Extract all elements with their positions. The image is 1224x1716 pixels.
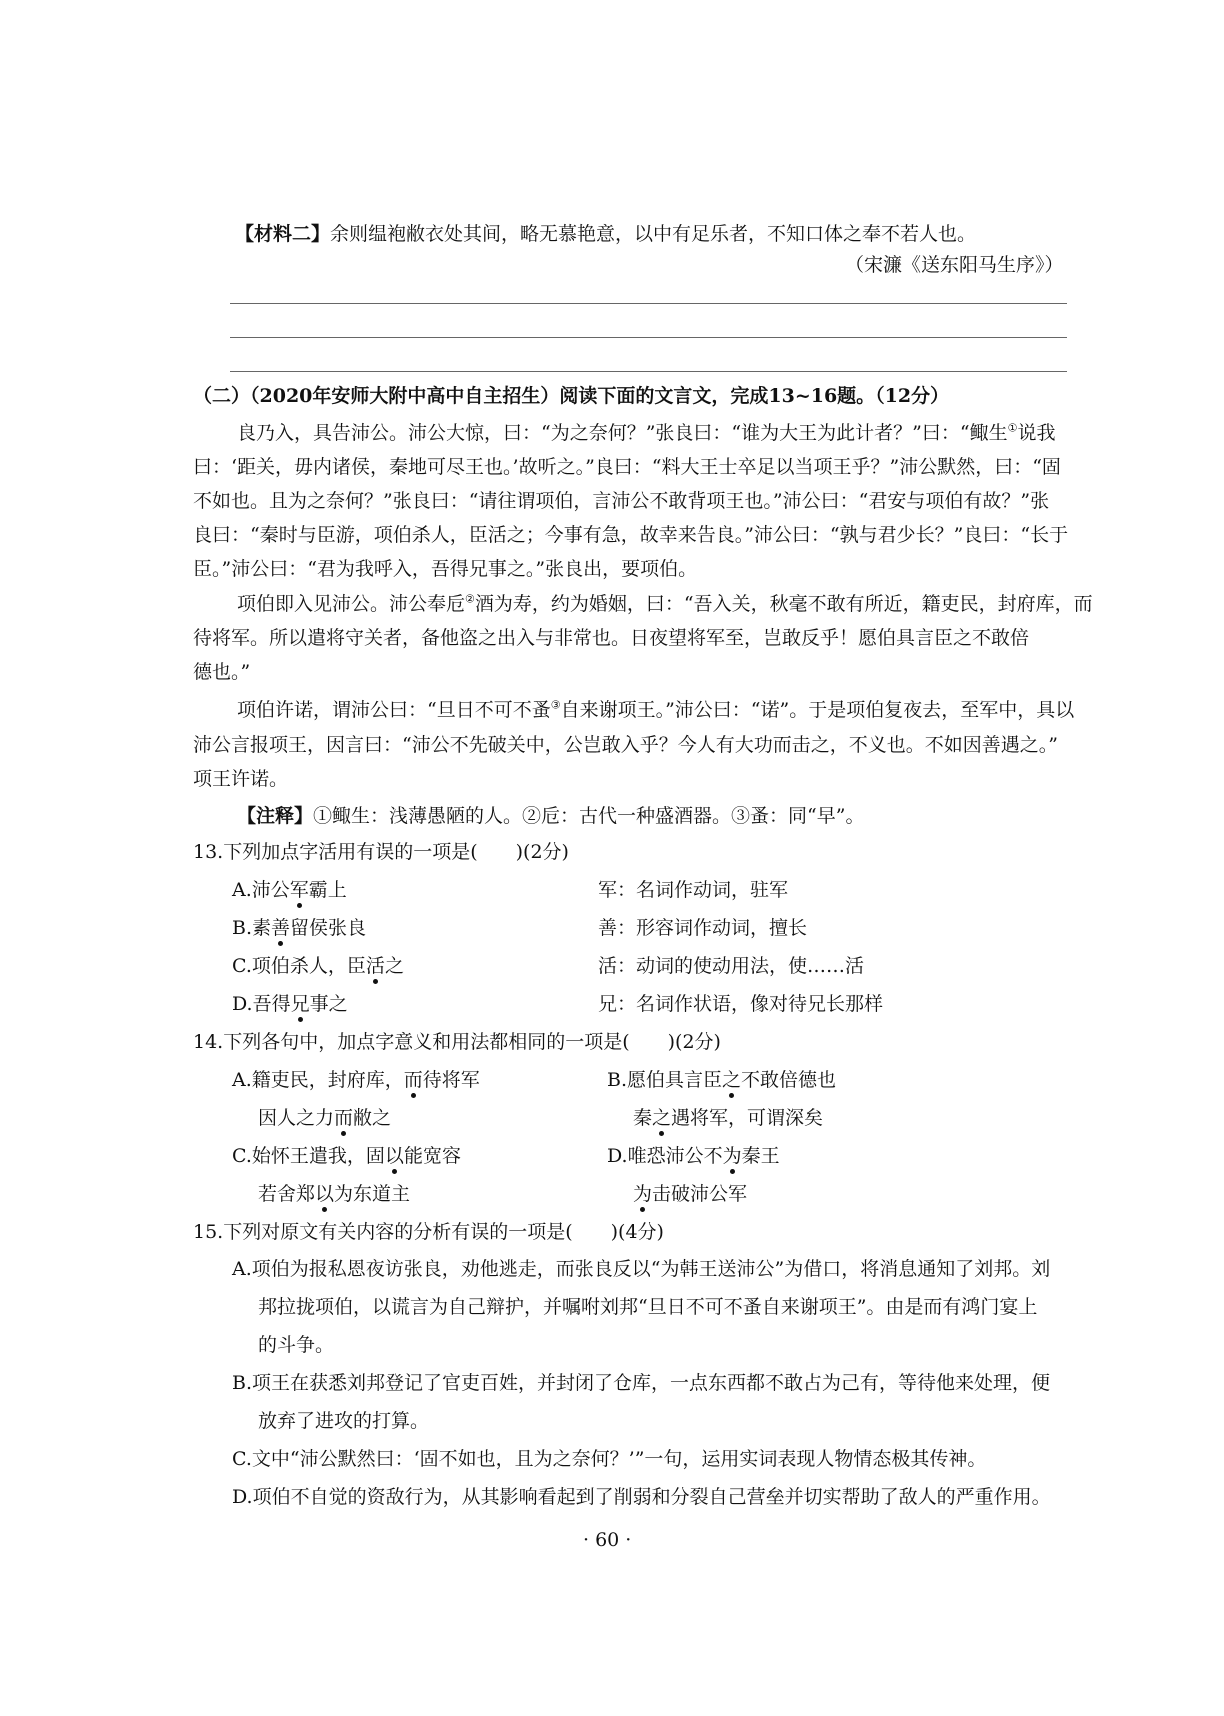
- q13-stem: 13.下列加点字活用有误的一项是( )(2分): [193, 841, 569, 863]
- material2-source: （宋濂《送东阳马生序》）: [845, 254, 1064, 276]
- q13-option-c[interactable]: C.项伯杀人，臣活之: [232, 955, 404, 977]
- passage-line: 德也。”: [193, 661, 251, 683]
- emphasis-char: 之: [652, 1107, 672, 1129]
- passage-line: 不如也。且为之奈何？”张良曰：“请往谓项伯，言沛公不敢背项王也。”沛公曰：“君安与项伯有故？”张: [193, 490, 1050, 512]
- q13-explain-d: 兄：名词作状语，像对待兄长那样: [598, 993, 884, 1015]
- q14-option-c-line2: 若舍郑以为东道主: [258, 1183, 411, 1205]
- material2-line: [235, 222, 976, 246]
- q15-option-c[interactable]: C.文中“沛公默然曰：‘固不如也，且为之奈何？’”一句，运用实词表现人物情态极其传神。: [232, 1448, 987, 1470]
- q13-option-b[interactable]: B.素善留侯张良: [232, 917, 367, 939]
- q15-option-d[interactable]: D.项伯不自觉的资敌行为，从其影响看起到了削弱和分裂自己营垒并切实帮助了敌人的严重作用。: [232, 1486, 1051, 1508]
- q15-option-b-cont: 放弃了进攻的打算。: [258, 1410, 430, 1432]
- emphasis-char: 军: [289, 879, 309, 901]
- emphasis-char: 而: [403, 1069, 423, 1091]
- passage-line: 项王许诺。: [193, 768, 289, 790]
- notes-label: 【注释】: [237, 805, 314, 827]
- q15-option-b[interactable]: B.项王在获悉刘邦登记了官吏百姓，并封闭了仓库，一点东西都不敢占为己有，等待他来处理，便: [232, 1372, 1051, 1394]
- q14-option-d-line2: 为击破沛公军: [633, 1183, 748, 1205]
- page-number: · 60 ·: [583, 1529, 632, 1551]
- emphasis-char: 为: [722, 1145, 742, 1167]
- passage-line: 良曰：“秦时与臣游，项伯杀人，臣活之；今事有急，故幸来告良。”沛公曰：“孰与君少长？”良曰：“长于: [193, 524, 1069, 546]
- passage-line: 臣。”沛公曰：“君为我呼入，吾得兄事之。”张良出，要项伯。: [193, 558, 698, 580]
- notes: [237, 804, 864, 828]
- q14-option-b-line2: 秦之遇将军，可谓深矣: [633, 1107, 824, 1129]
- passage-line: 良乃入，具告沛公。沛公大惊，曰：“为之奈何？”张良曰：“谁为大王为此计者？”曰：“鲰生①说我: [237, 421, 1056, 444]
- q14-option-a-line2: 因人之力而敝之: [258, 1107, 392, 1129]
- emphasis-char: 之: [722, 1069, 742, 1091]
- passage-line: 曰：‘距关，毋内诸侯，秦地可尽王也。’故听之。”良曰：“料大王士卒足以当项王乎？”沛公默然，曰：“固: [193, 456, 1061, 478]
- q15-stem: 15.下列对原文有关内容的分析有误的一项是( )(4分): [193, 1221, 664, 1243]
- q15-option-a[interactable]: A.项伯为报私恩夜访张良，劝他逃走，而张良反以“为韩王送沛公”为借口，将消息通知了刘邦。刘: [232, 1258, 1051, 1280]
- note-ref-1: ①: [1007, 421, 1018, 435]
- emphasis-char: 活: [365, 955, 385, 977]
- passage-line: 项伯即入见沛公。沛公奉卮②酒为寿，约为婚姻，曰：“吾入关，秋毫不敢有所近，籍吏民，封府库，而: [237, 592, 1093, 615]
- passage-line: 沛公言报项王，因言曰：“沛公不先破关中，公岂敢入乎？今人有大功而击之，不义也。不如因善遇之。”: [193, 734, 1058, 756]
- material2-label: 【材料二】: [235, 223, 331, 245]
- q14-option-d-line1[interactable]: D.唯恐沛公不为秦王: [607, 1145, 780, 1167]
- emphasis-char: 为: [633, 1183, 653, 1205]
- q15-option-a-cont: 邦拉拢项伯，以谎言为自己辩护，并嘱咐刘邦“旦日不可不蚤自来谢项王”。由是而有鸿门宴上: [258, 1296, 1038, 1318]
- q13-option-d[interactable]: D.吾得兄事之: [232, 993, 348, 1015]
- q13-explain-c: 活：动词的使动用法，使……活: [598, 955, 865, 977]
- q13-explain-b: 善：形容词作动词，擅长: [598, 917, 808, 939]
- q14-option-a-line1[interactable]: A.籍吏民，封府库，而待将军: [232, 1069, 480, 1091]
- q13-explain-a: 军：名词作动词，驻军: [598, 879, 789, 901]
- answer-line-2: [230, 337, 1067, 338]
- q14-option-c-line1[interactable]: C.始怀王遣我，固以能宽容: [232, 1145, 461, 1167]
- note-ref-2: ②: [465, 592, 475, 606]
- passage-line: 待将军。所以遣将守关者，备他盗之出入与非常也。日夜望将军至，岂敢反乎！愿伯具言臣之不敢倍: [193, 627, 1030, 649]
- q13-option-a[interactable]: A.沛公军霸上: [232, 879, 347, 901]
- emphasis-char: 而: [334, 1107, 354, 1129]
- material2-text: 余则缊袍敝衣处其间，略无慕艳意，以中有足乐者，不知口体之奉不若人也。: [330, 223, 977, 245]
- notes-text: ①鲰生：浅薄愚陋的人。②卮：古代一种盛酒器。③蚤：同“早”。: [313, 805, 865, 827]
- emphasis-char: 以: [384, 1145, 404, 1167]
- answer-line-1: [230, 303, 1067, 304]
- answer-line-3: [230, 371, 1067, 372]
- q14-option-b-line1[interactable]: B.愿伯具言臣之不敢倍德也: [607, 1069, 837, 1091]
- emphasis-char: 兄: [290, 993, 310, 1015]
- emphasis-char: 以: [315, 1183, 335, 1205]
- note-ref-3: ③: [550, 698, 561, 712]
- emphasis-char: 善: [271, 917, 291, 939]
- passage-line: 项伯许诺，谓沛公曰：“旦日不可不蚤③自来谢项王。”沛公曰：“诺”。于是项伯复夜去，至军中，具以: [237, 698, 1075, 721]
- q15-option-a-cont: 的斗争。: [258, 1334, 335, 1356]
- section2-heading: （二）（2020年安师大附中高中自主招生）阅读下面的文言文，完成13~16题。（12分）: [193, 385, 950, 407]
- q14-stem: 14.下列各句中，加点字意义和用法都相同的一项是( )(2分): [193, 1031, 721, 1053]
